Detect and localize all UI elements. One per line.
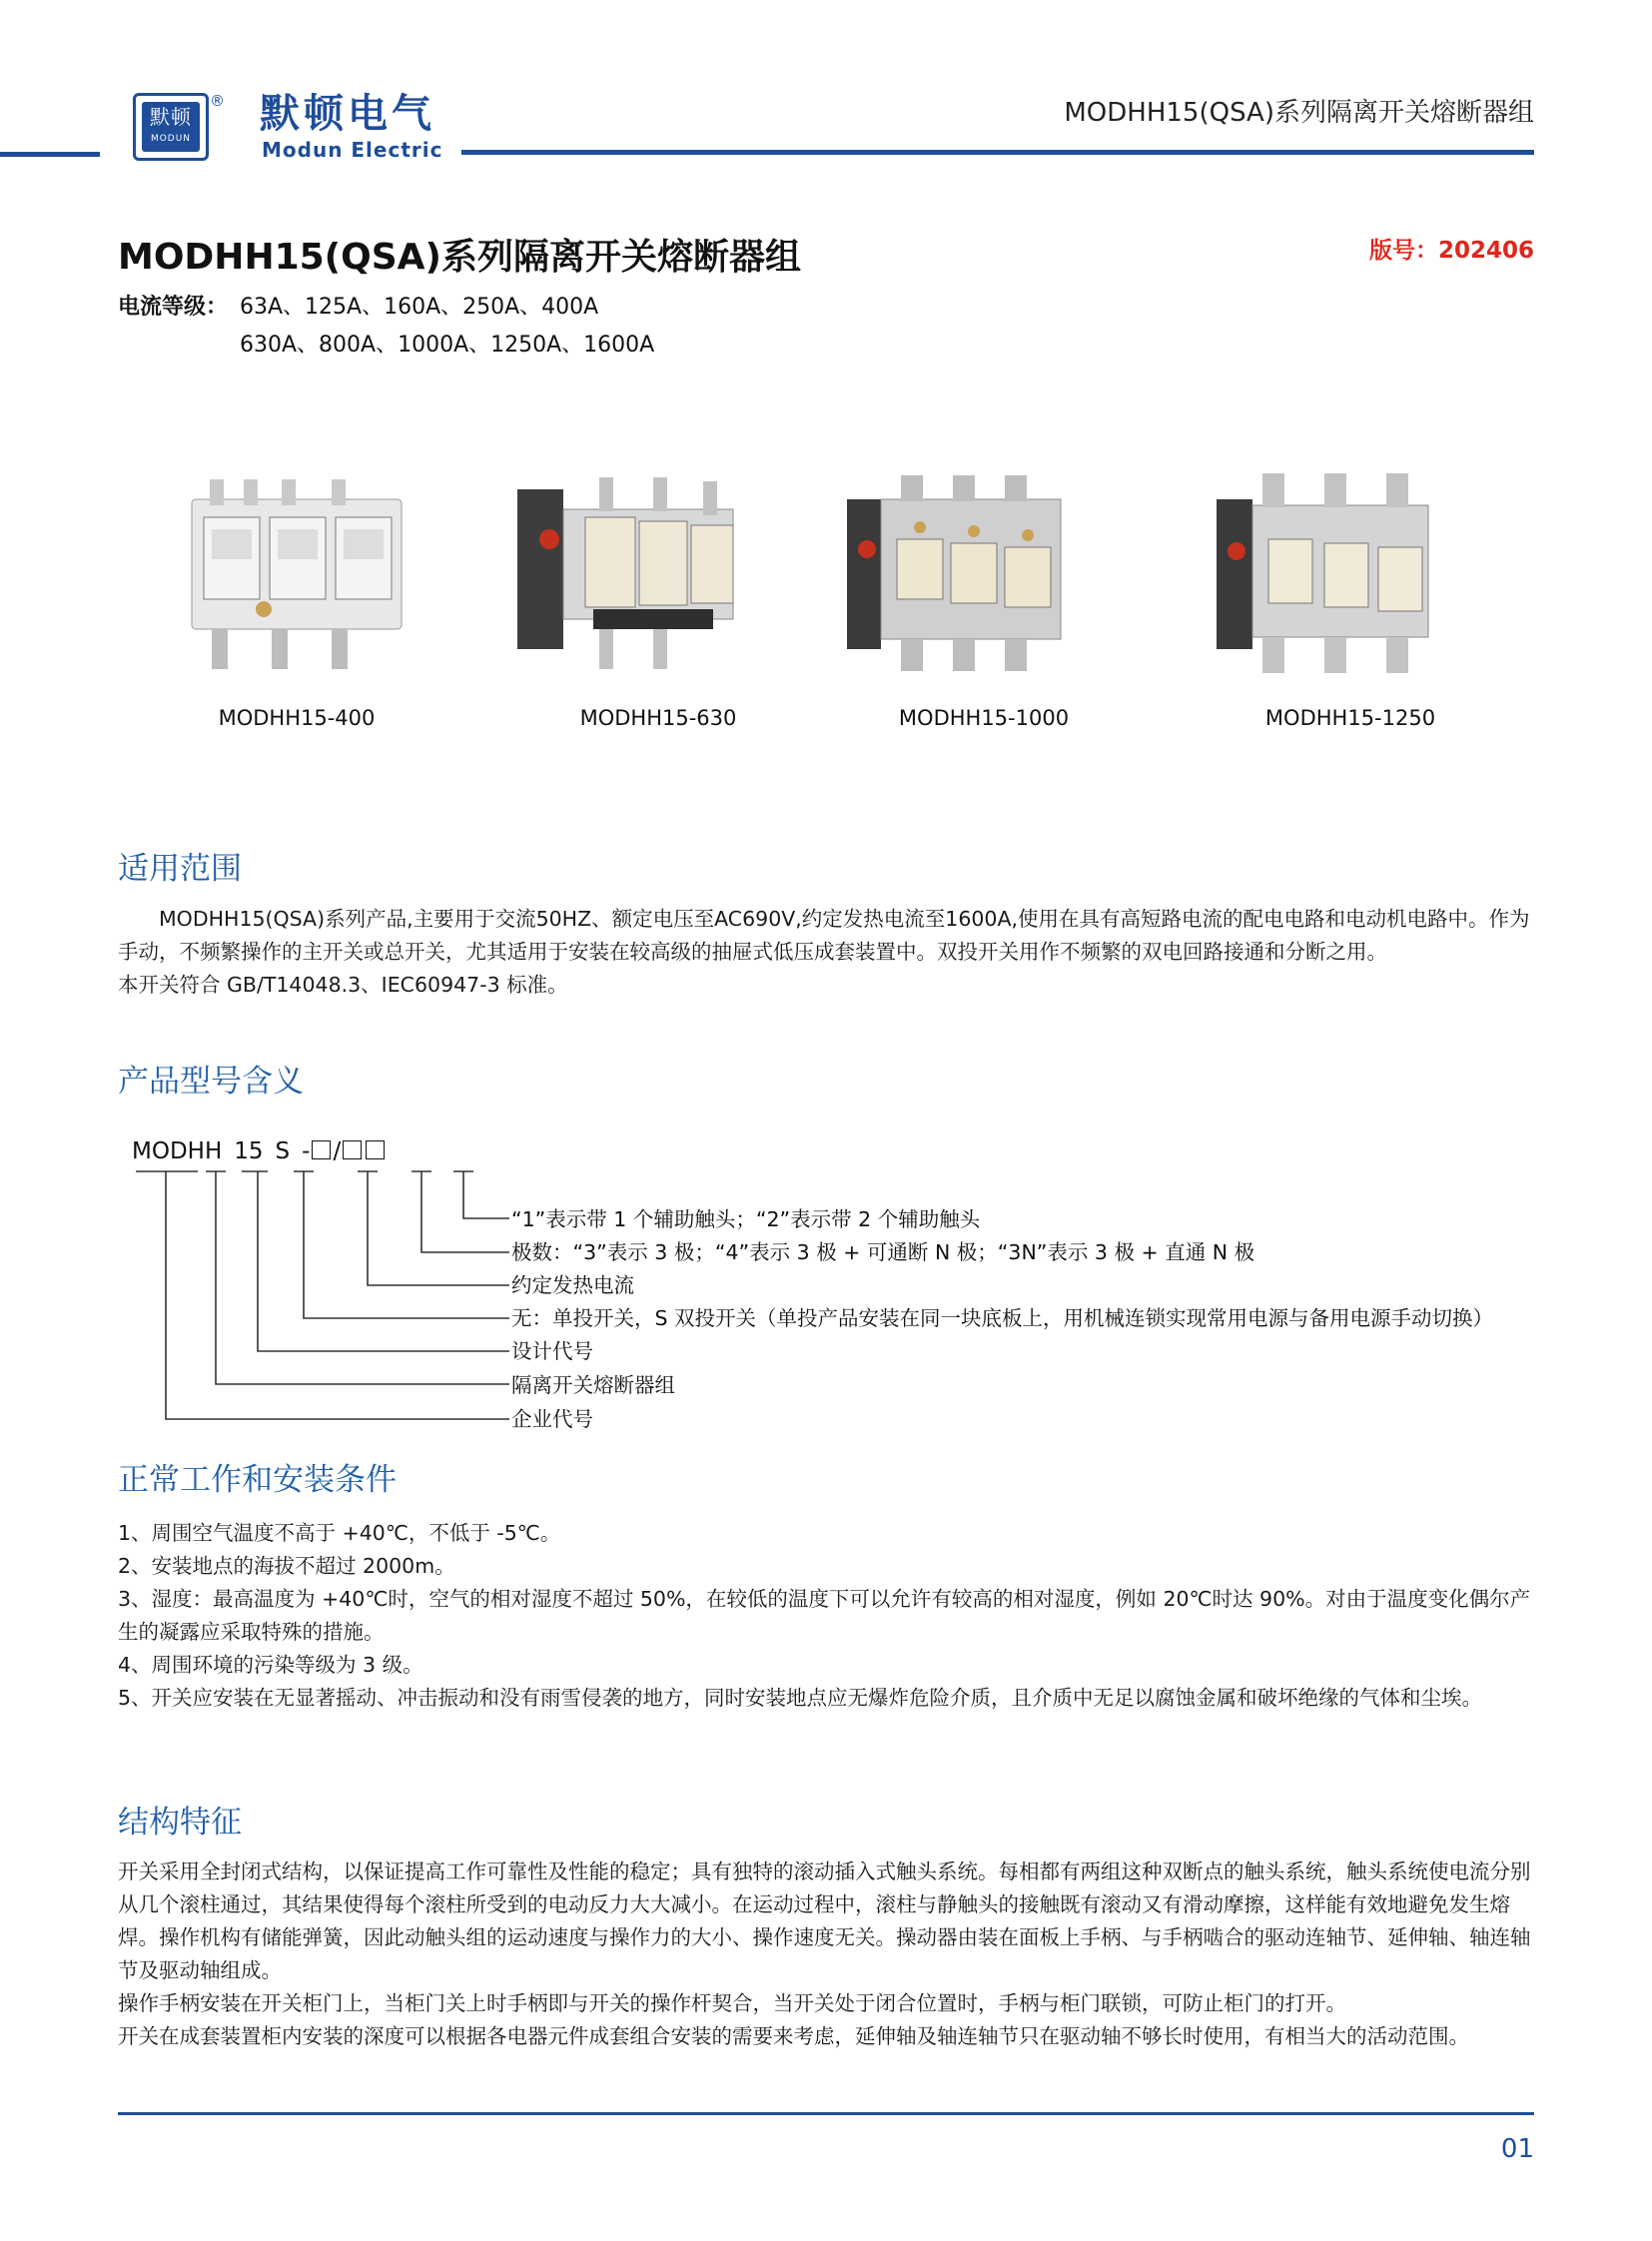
- model-explain-product: 隔离开关熔断器组: [511, 1373, 675, 1397]
- model-explain-design-code: 设计代号: [511, 1339, 593, 1363]
- conditions-list: [118, 1517, 1534, 1715]
- model-explain-company: 企业代号: [511, 1407, 593, 1431]
- model-explain-poles: 极数：“3”表示 3 极；“4”表示 3 极 + 可通断 N 极；“3N”表示 3 极 + 直通 N 极: [511, 1240, 1255, 1264]
- version-label: 版号：202406: [1368, 238, 1534, 264]
- model-code-design: 15: [234, 1138, 264, 1164]
- model-explain-aux: “1”表示带 1 个辅助触头；“2”表示带 2 个辅助触头: [511, 1207, 981, 1231]
- footer-divider: [118, 2112, 1534, 2115]
- condition-item-3: 3、湿度：最高温度为 +40℃时，空气的相对湿度不超过 50%，在较低的温度下可以允许有较高的相对湿度，例如 20℃时达 90%。对由于温度变化偶尔产生的凝露应采取特殊的措施。: [118, 1587, 1531, 1644]
- scope-paragraph-1: MODHH15(QSA)系列产品,主要用于交流50HZ、额定电压至AC690V,约定发热电流至1600A,使用在具有高短路电流的配电电路和电动机电路中。作为手动，不频繁操作的主开关或总开关，尤其适用于安装在较高级的抽屉式低压成套装置中。双投开关用作不频繁的双电回路接通和分断之用。: [118, 907, 1530, 964]
- company-logo: [133, 93, 209, 161]
- model-code-switch: S: [275, 1138, 291, 1164]
- structure-text: [118, 1856, 1534, 2053]
- brand-name-cn: 默顿电气: [260, 91, 435, 137]
- current-rating-label: 电流等级：: [118, 295, 229, 320]
- current-rating-line-2: 630A、800A、1000A、1250A、1600A: [240, 333, 655, 358]
- header-divider-right: [461, 150, 1534, 155]
- model-code-box-aux: [366, 1140, 385, 1159]
- product-image-630: [513, 469, 743, 679]
- model-code-box-current: [312, 1140, 331, 1159]
- registered-mark: ®: [210, 92, 225, 110]
- condition-item-4: 4、周围环境的污染等级为 3 级。: [118, 1653, 423, 1677]
- product-image-1250: [1207, 469, 1436, 679]
- product-label-1000: MODHH15-1000: [898, 706, 1070, 730]
- product-label-400: MODHH15-400: [218, 706, 376, 730]
- scope-text: [118, 903, 1534, 1002]
- product-label-1250: MODHH15-1250: [1264, 706, 1436, 730]
- structure-paragraph-1: 开关采用全封闭式结构，以保证提高工作可靠性及性能的稳定；具有独特的滚动插入式触头系统。每相都有两组这种双断点的触头系统，触头系统使电流分别从几个滚柱通过，其结果使得每个滚柱所受到的电动反力大大减小。在运动过程中，滚柱与静触头的接触既有滚动又有滑动摩擦，这样能有效地避免发生熔焊。操作机构有储能弹簧，因此动触头组的运动速度与操作力的大小、操作速度无关。操动器由装在面板上手柄、与手柄啮合的驱动连轴节、延伸轴、轴连轴节及驱动轴组成。: [118, 1860, 1531, 1982]
- product-label-630: MODHH15-630: [579, 706, 737, 730]
- condition-item-5: 5、开关应安装在无显著摇动、冲击振动和没有雨雪侵袭的地方，同时安装地点应无爆炸危险介质，且介质中无足以腐蚀金属和破坏绝缘的气体和尘埃。: [118, 1686, 1483, 1710]
- product-image-400: [182, 469, 412, 679]
- model-code-dash: -: [302, 1138, 311, 1164]
- product-image-1000: [841, 469, 1071, 679]
- logo-en-text: MODUN: [150, 134, 192, 144]
- section-heading-structure: 结构特征: [118, 1805, 242, 1841]
- model-code-box-poles: [343, 1140, 362, 1159]
- section-heading-model: 产品型号含义: [118, 1064, 304, 1100]
- model-code-prefix: MODHH: [132, 1138, 223, 1164]
- header-title: MODHH15(QSA)系列隔离开关熔断器组: [1064, 98, 1534, 128]
- logo-cn-text: 默顿: [150, 105, 192, 129]
- model-explain-switch-type: 无：单投开关，S 双投开关（单投产品安装在同一块底板上，用机械连锁实现常用电源与备用电源手动切换）: [511, 1306, 1494, 1330]
- structure-paragraph-2: 操作手柄安装在开关柜门上，当柜门关上时手柄即与开关的操作杆契合，当开关处于闭合位置时，手柄与柜门联锁，可防止柜门的打开。: [118, 1991, 1346, 2015]
- model-explain-current: 约定发热电流: [511, 1273, 634, 1297]
- header-divider-left: [0, 152, 100, 157]
- page-title: MODHH15(QSA)系列隔离开关熔断器组: [118, 237, 801, 278]
- brand-name-en: Modun Electric: [262, 138, 443, 162]
- current-rating-line-1: 63A、125A、160A、250A、400A: [240, 295, 599, 320]
- model-code-slash: /: [333, 1138, 342, 1164]
- section-heading-scope: 适用范围: [118, 851, 242, 887]
- scope-paragraph-2: 本开关符合 GB/T14048.3、IEC60947-3 标准。: [118, 973, 568, 997]
- page-number: 01: [1500, 2134, 1534, 2164]
- condition-item-1: 1、周围空气温度不高于 +40℃，不低于 -5℃。: [118, 1521, 561, 1545]
- condition-item-2: 2、安装地点的海拔不超过 2000m。: [118, 1554, 455, 1578]
- section-heading-conditions: 正常工作和安装条件: [118, 1462, 397, 1498]
- structure-paragraph-3: 开关在成套装置柜内安装的深度可以根据各电器元件成套组合安装的需要来考虑，延伸轴及轴连轴节只在驱动轴不够长时使用，有相当大的活动范围。: [118, 2024, 1469, 2048]
